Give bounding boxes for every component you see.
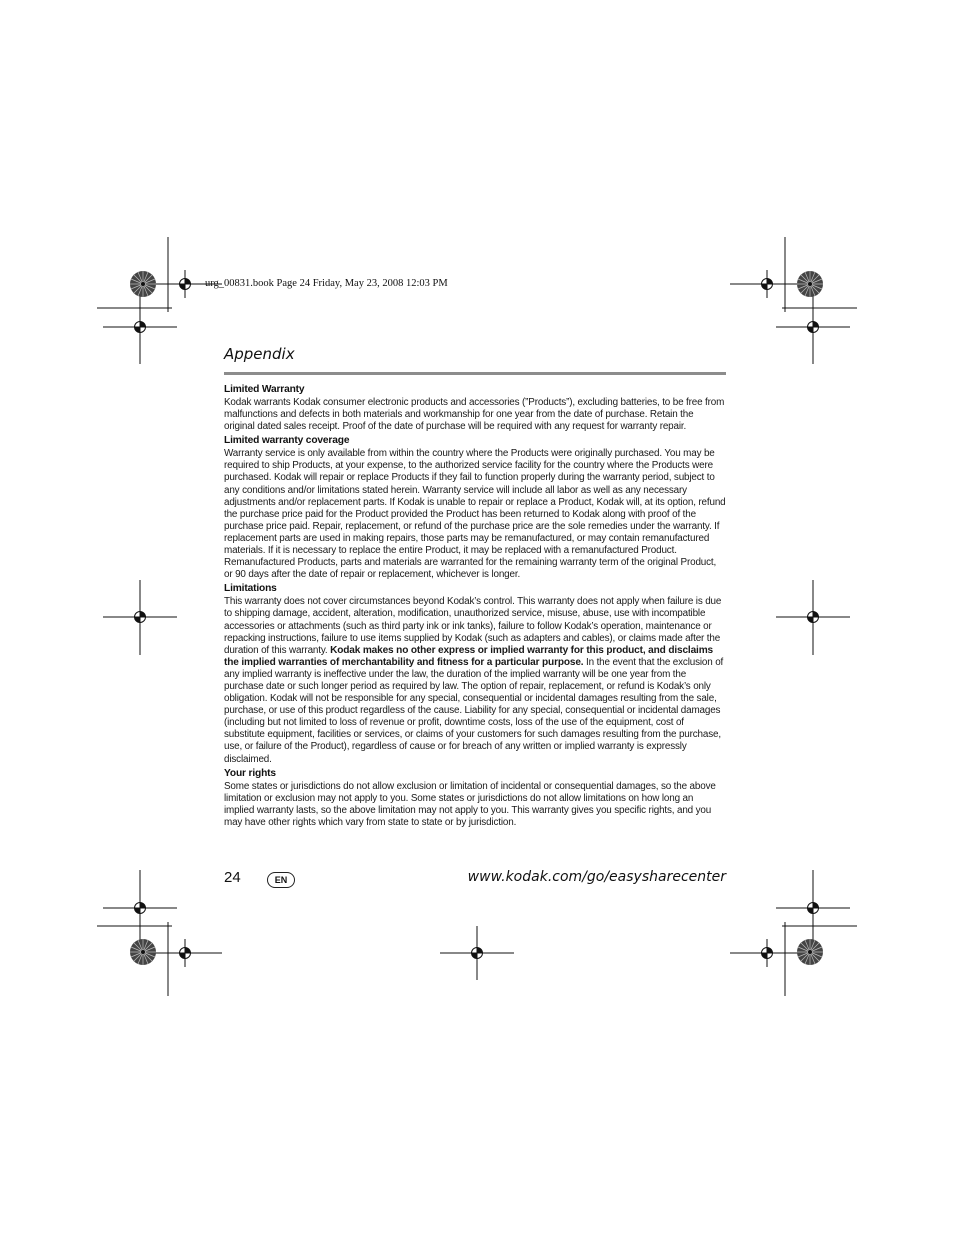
starburst-registration-mark-icon [130,939,156,965]
limitations-text-after: In the event that the exclusion of any implied warranty is ineffective under the law, the duration of the implied warranty will be one year from the purchase date or such longer period as required by law. The option of repair, replacement, or refund is Kodak’s only obligation. Kodak will not be responsible for any special, consequential or incidental damages resulting from the sale, purchase, or use of this product regardless of the cause. Liability for any special, consequential or incidental damages (including but not limited to loss of revenue or profit, downtime costs, loss of the use of the equipment, cost of substitute equipment, facilities or services, or claims of your customers for such damages resulting from the purchase, use, or failure of the Product), regardless of cause or for breach of any written or implied warranty is expressly disclaimed. [224,656,724,765]
heading-limitations: Limitations [224,583,277,595]
heading-limited-warranty: Limited Warranty [224,384,305,395]
print-slug: urg_00831.book Page 24 Friday, May 23, 2008 12:03 PM [205,278,448,289]
language-badge: EN [267,872,295,888]
paragraph-limitations [224,596,726,765]
page-number: 24 [224,869,241,886]
paragraph-limited-warranty: Kodak warrants Kodak consumer electronic products and accessories (”Products”), excluding batteries, to be free from malfunctions and defects in both materials and workmanship for one year from the date of purchase. Retain the original dated sales receipt. Proof of the date of purchase will be required with any request for warranty repair. [224,397,725,433]
starburst-registration-mark-icon [797,271,823,297]
footer-url[interactable]: www.kodak.com/go/easysharecenter [467,869,726,885]
warranty-content [224,383,726,830]
heading-warranty-coverage: Limited warranty coverage [224,435,350,447]
paragraph-your-rights: Some states or jurisdictions do not allow exclusion or limitation of incidental or consequential damages, so the above limitation or exclusion may not apply to you. Some states or jurisdictions do not allow limitations on how long an implied warranty lasts, so the above limitation may not apply to you. This warranty gives you specific rights, and you may have other rights which vary from state to state or by jurisdiction. [224,780,716,828]
starburst-registration-mark-icon [797,939,823,965]
heading-your-rights: Your rights [224,767,276,779]
section-title: Appendix [224,345,295,363]
header-rule [224,372,726,375]
starburst-registration-mark-icon [130,271,156,297]
limitations-disclaimer-bold: Kodak makes no other express or implied warranty for this product, and disclaims the implied warranties of merchantability and fitness for a particular purpose. [224,644,713,668]
paragraph-warranty-coverage: Warranty service is only available from within the country where the Products were originally purchased. You may be required to ship Products, at your expense, to the authorized service facility for the country where the Products were purchased. Kodak will repair or replace Products if they fail to function properly during the warranty period, subject to any conditions and/or limitations stated herein. Warranty service will include all labor as well as any necessary adjustments and/or replacement parts. If Kodak is unable to repair or replace a Product, Kodak will, at its option, refund the purchase price paid for the Product provided the Product has been returned to Kodak along with proof of the purchase price paid. Repair, replacement, or refund of the purchase price are the sole remedies under the warranty. If replacement parts are used in making repairs, those parts may be remanufactured, or may contain remanufactured materials. If it is necessary to replace the entire Product, it may be replaced with a remanufactured Product. Remanufactured Products, parts and materials are warranted for the remaining warranty term of the original Product, or 90 days after the date of repair or replacement, whichever is longer. [224,448,726,581]
limitations-text-before: This warranty does not cover circumstances beyond Kodak’s control. This warranty does not apply when failure is due to shipping damage, accident, alteration, modification, unauthorized service, misuse, abuse, use with incompatible accessories or attachments (such as third party ink or ink tanks), failure to follow Kodak’s operation, maintenance or repacking instructions, failure to use items supplied by Kodak (such as adapters and cables), or claims made after the duration of this warranty. [224,596,722,656]
